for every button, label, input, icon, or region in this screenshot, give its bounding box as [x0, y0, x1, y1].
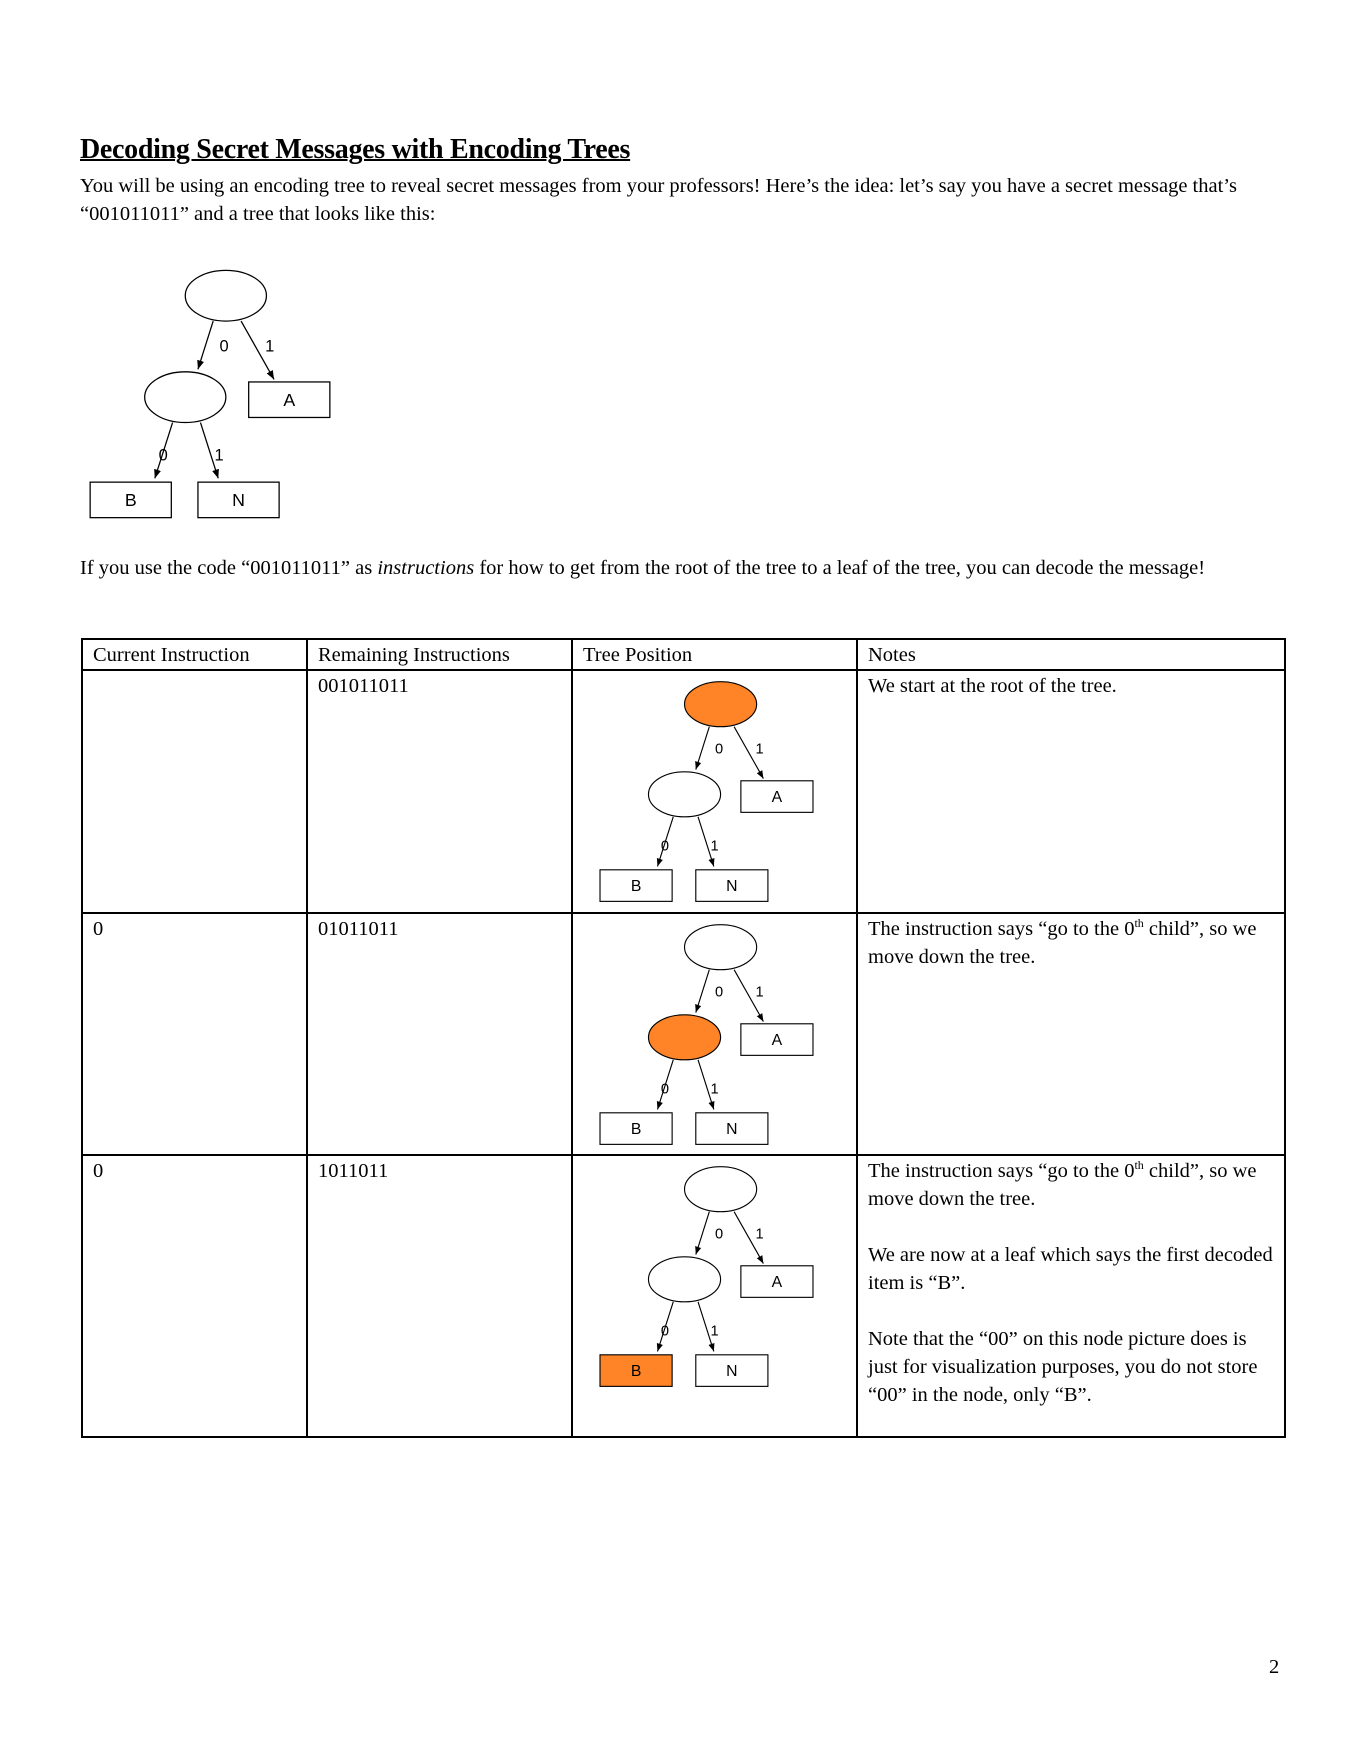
- tree-position-cell: [572, 913, 857, 1155]
- header-remaining-instructions: Remaining Instructions: [307, 639, 572, 670]
- leaf-label-n: N: [726, 878, 738, 896]
- edge-label: 0: [714, 741, 724, 758]
- header-current-instruction: Current Instruction: [82, 639, 307, 670]
- superscript: th: [1134, 916, 1144, 931]
- note-text-part: child”, so we move down the tree.: [868, 918, 1257, 968]
- current-instruction-cell: 0: [82, 1155, 307, 1437]
- leaf-label-a: A: [283, 390, 296, 411]
- note-text-part: child”, so we move down the tree.: [868, 1160, 1257, 1210]
- table-header-row: [82, 639, 1285, 670]
- tree-diagram: [591, 919, 822, 1150]
- table-row: [82, 913, 1285, 1155]
- internal-node: [145, 372, 226, 423]
- note-text: [868, 1157, 1274, 1213]
- leaf-label-n: N: [726, 1121, 738, 1139]
- paragraph-text: for how to get from the root of the tree to a leaf of the tree, you can decode the message!: [474, 557, 1206, 579]
- internal-node: [648, 772, 720, 817]
- tree-svg: [591, 919, 822, 1150]
- edge-label: 1: [755, 1226, 764, 1243]
- notes-cell: [857, 670, 1285, 913]
- edge-arrow: [696, 970, 710, 1013]
- edge-arrow: [696, 727, 710, 770]
- example-tree-diagram: [80, 264, 340, 524]
- edge-label: 0: [219, 337, 229, 356]
- note-text: We start at the root of the tree.: [868, 675, 1117, 697]
- remaining-instructions-cell: 001011011: [307, 670, 572, 913]
- leaf-label-b: B: [630, 1121, 642, 1139]
- edge-label: 1: [214, 446, 224, 465]
- internal-node: [648, 1257, 720, 1302]
- header-tree-position: Tree Position: [572, 639, 857, 670]
- page-number: 2: [1269, 1656, 1280, 1678]
- leaf-label-b: B: [124, 490, 137, 511]
- root-node: [685, 1167, 757, 1212]
- note-text: Note that the “00” on this node picture does is just for visualization purposes, you do not store “00” in the node, only “B”.: [868, 1328, 1258, 1406]
- emphasis-text: instructions: [377, 557, 475, 579]
- instructions-paragraph: [80, 554, 1280, 582]
- intro-paragraph: You will be using an encoding tree to reveal secret messages from your professors! Here’s the idea: let’s say you have a secret message that’s “001011011” and a tree that looks like this:: [80, 175, 1237, 225]
- edge-label: 0: [714, 1226, 724, 1243]
- tree-svg: [80, 264, 340, 524]
- edge-label: 1: [265, 337, 275, 356]
- leaf-label-a: A: [771, 1274, 783, 1292]
- edge-arrow: [696, 1212, 710, 1255]
- leaf-label-a: A: [771, 789, 783, 807]
- leaf-label-b: B: [630, 1363, 642, 1381]
- notes-cell: [857, 913, 1285, 1155]
- leaf-label-n: N: [726, 1363, 738, 1381]
- internal-node: [648, 1015, 720, 1060]
- page-title: Decoding Secret Messages with Encoding Trees: [80, 134, 631, 165]
- root-node: [685, 682, 757, 727]
- note-text-part: The instruction says “go to the 0: [868, 918, 1135, 940]
- table-row: [82, 1155, 1285, 1437]
- edge-label: 0: [660, 838, 670, 855]
- leaf-label-a: A: [771, 1032, 783, 1050]
- root-node: [685, 925, 757, 970]
- tree-diagram: [591, 1161, 822, 1392]
- edge-label: 1: [710, 838, 719, 855]
- tree-svg: [591, 676, 822, 907]
- decoding-steps-table: [81, 638, 1286, 1438]
- edge-label: 1: [755, 984, 764, 1001]
- root-node: [185, 270, 266, 321]
- tree-position-cell: [572, 670, 857, 913]
- leaf-label-n: N: [232, 490, 245, 511]
- current-instruction-cell: 0: [82, 913, 307, 1155]
- paragraph-text: If you use the code “001011011” as: [80, 557, 378, 579]
- note-text-part: The instruction says “go to the 0: [868, 1160, 1135, 1182]
- superscript: th: [1134, 1158, 1144, 1173]
- note-text: [868, 915, 1274, 971]
- edge-label: 0: [714, 984, 724, 1001]
- edge-label: 0: [660, 1081, 670, 1098]
- header-notes: Notes: [857, 639, 1285, 670]
- edge-label: 0: [660, 1323, 670, 1340]
- current-instruction-cell: [82, 670, 307, 913]
- remaining-instructions-cell: 01011011: [307, 913, 572, 1155]
- edge-label: 1: [710, 1081, 719, 1098]
- edge-label: 1: [710, 1323, 719, 1340]
- notes-cell: [857, 1155, 1285, 1437]
- tree-svg: [591, 1161, 822, 1392]
- edge-label: 1: [755, 741, 764, 758]
- table-row: [82, 670, 1285, 913]
- edge-label: 0: [158, 446, 168, 465]
- remaining-instructions-cell: 1011011: [307, 1155, 572, 1437]
- note-text: We are now at a leaf which says the first decoded item is “B”.: [868, 1244, 1273, 1294]
- leaf-label-b: B: [630, 878, 642, 896]
- tree-position-cell: [572, 1155, 857, 1437]
- tree-diagram: [591, 676, 822, 907]
- edge-arrow: [198, 321, 213, 369]
